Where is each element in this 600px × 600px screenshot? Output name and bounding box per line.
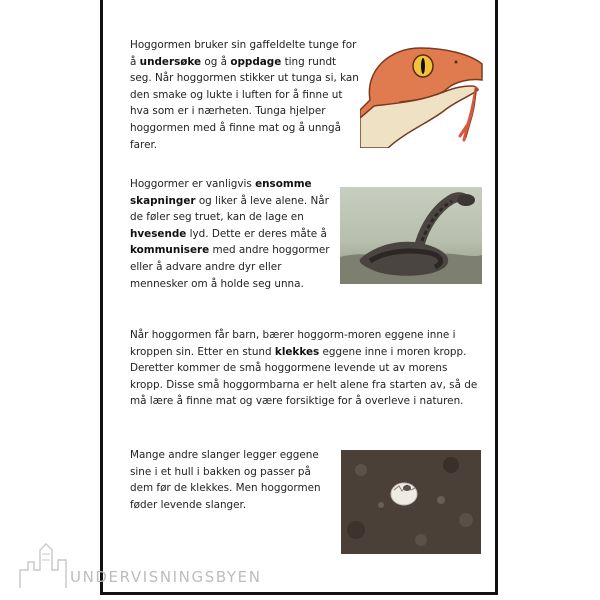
text-run: Hoggormer er vanligvis	[130, 178, 256, 190]
paragraph-solitary	[130, 176, 342, 292]
text-run: og å	[201, 55, 231, 68]
text-run: med andre hoggormer eller å advare andre dyr eller mennesker om å holde seg unna.	[130, 244, 330, 290]
paragraph-tongue	[130, 37, 360, 153]
text-run: ting rundt seg. Når hoggormen stikker ut tunga si, kan den smake og lukte i luften for å finne ut hva som er i nærheten. Tunga hjelper hoggormen med å finne mat og å unngå farer.	[130, 55, 359, 151]
text-run: Når hoggormen får barn, bærer hoggorm-moren eggene inne i kroppen sin. Etter en stund	[130, 329, 456, 358]
bold-keyword: undersøke	[139, 55, 202, 68]
bold-keyword: kommunisere	[130, 244, 210, 257]
text-run: lyd. Dette er deres måte å	[186, 227, 327, 240]
watermark-text: UNDERVISNINGSBYEN	[70, 568, 262, 586]
bold-keyword: hvesende	[130, 227, 187, 240]
bold-keyword: oppdage	[230, 55, 282, 68]
text-run: Mange andre slanger legger eggene sine i et hull i bakken og passer på dem før de klekkes. Men hoggormen føder levende slanger.	[130, 449, 321, 511]
bold-keyword: klekkes	[274, 345, 320, 358]
paragraph-eggs	[130, 447, 335, 513]
paragraph-birth	[130, 327, 480, 410]
bold-keyword: ensomme skapninger	[130, 178, 312, 207]
text-run: og liker å leve alene. Når de føler seg truet, kan de lage en	[130, 194, 329, 224]
text-run: eggene inne i moren kropp. Deretter kommer de små hoggormene levende ut av morens kropp. Disse små hoggormbarna er helt alene fra starten av, så de må lære å finne mat og være forsiktige for å overleve i naturen.	[130, 345, 478, 408]
viper-photo	[340, 187, 482, 284]
text-run: Hoggormen bruker sin gaffeldelte tunge for å	[130, 39, 357, 68]
hatching-egg-photo	[341, 450, 481, 554]
snake-tongue-illustration	[360, 40, 484, 148]
